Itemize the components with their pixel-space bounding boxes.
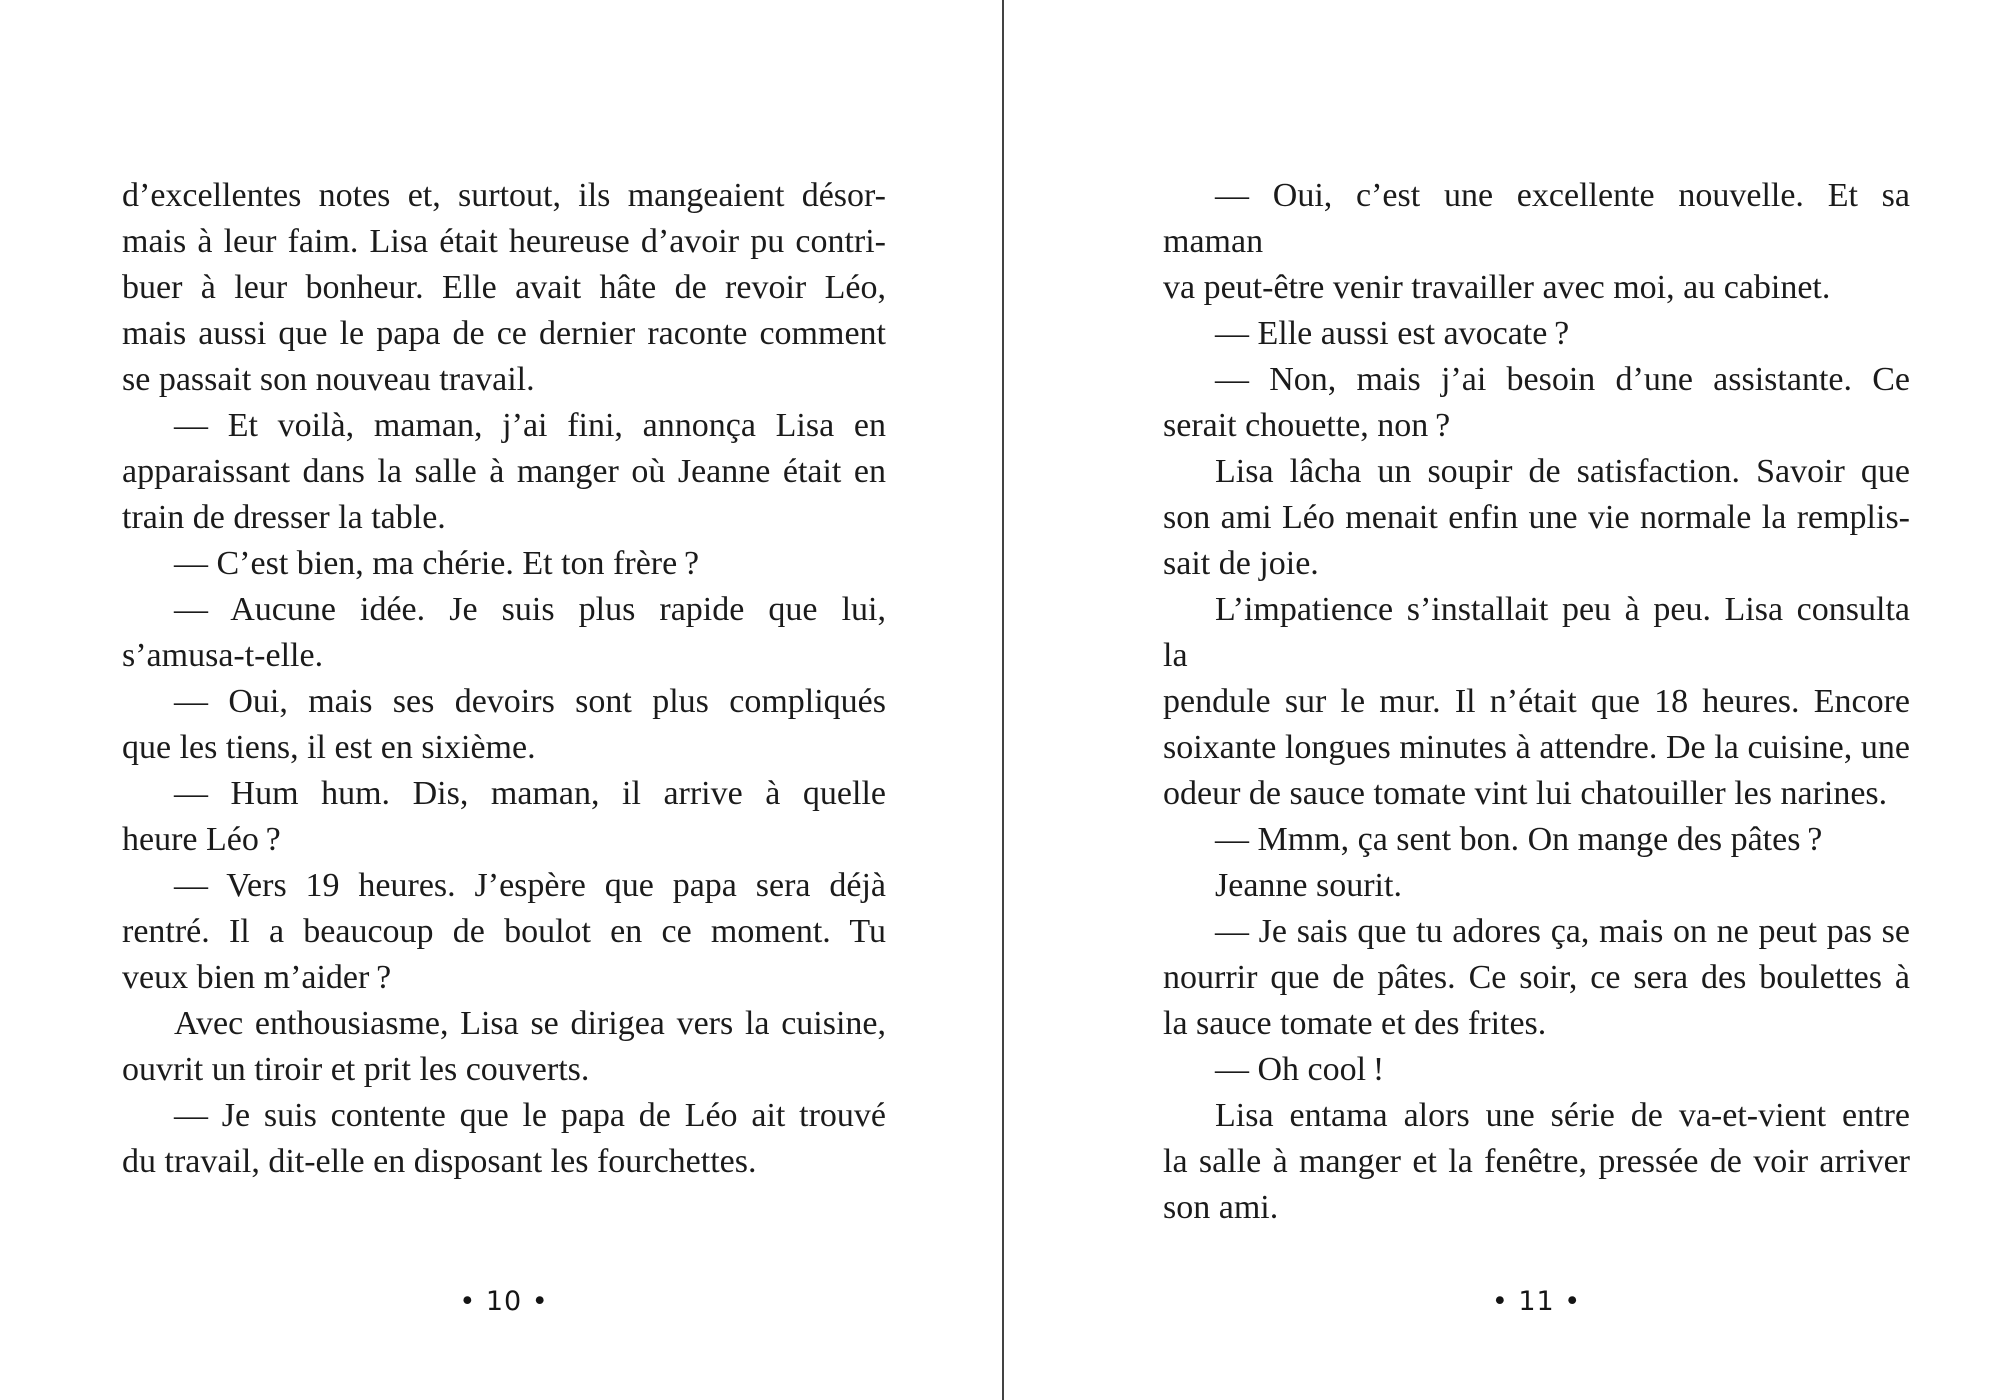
text-line: son ami Léo menait enfin une vie normale la remplis- (1163, 499, 1910, 536)
text-line: Avec enthousiasme, Lisa se dirigea vers la cuisine, (174, 1005, 886, 1042)
text-line: Jeanne sourit. (1215, 867, 1402, 904)
left-page-number: • 10 • (459, 1286, 549, 1317)
text-line: — Et voilà, maman, j’ai fini, annonça Lisa en (174, 407, 886, 444)
text-line: rentré. Il a beaucoup de boulot en ce moment. Tu (122, 913, 886, 950)
text-line: — Non, mais j’ai besoin d’une assistante. Ce (1215, 361, 1910, 398)
text-line: se passait son nouveau travail. (122, 361, 535, 398)
text-line: va peut-être venir travailler avec moi, au cabinet. (1163, 269, 1831, 306)
text-line: soixante longues minutes à attendre. De la cuisine, une (1163, 729, 1910, 766)
text-line: — Je suis contente que le papa de Léo ait trouvé (174, 1097, 886, 1134)
text-line: serait chouette, non ? (1163, 407, 1451, 444)
text-line: que les tiens, il est en sixième. (122, 729, 536, 766)
text-line: — Hum hum. Dis, maman, il arrive à quelle (174, 775, 886, 812)
right-page-text (1163, 173, 1910, 1231)
text-line: d’excellentes notes et, surtout, ils mangeaient désor- (122, 177, 886, 214)
text-line: — C’est bien, ma chérie. Et ton frère ? (174, 545, 700, 582)
text-line: Lisa entama alors une série de va-et-vient entre (1215, 1097, 1910, 1134)
text-line: odeur de sauce tomate vint lui chatouiller les narines. (1163, 775, 1888, 812)
text-line: — Je sais que tu adores ça, mais on ne peut pas se (1215, 913, 1910, 950)
text-line: mais à leur faim. Lisa était heureuse d’avoir pu contri- (122, 223, 886, 260)
left-page-text (122, 173, 886, 1185)
text-line: — Mmm, ça sent bon. On mange des pâtes ? (1215, 821, 1823, 858)
text-line: — Aucune idée. Je suis plus rapide que lui, (174, 591, 886, 628)
text-line: apparaissant dans la salle à manger où Jeanne était en (122, 453, 886, 490)
text-line: sait de joie. (1163, 545, 1319, 582)
text-line: la sauce tomate et des frites. (1163, 1005, 1547, 1042)
text-line: — Vers 19 heures. J’espère que papa sera déjà (174, 867, 886, 904)
text-line: — Oui, mais ses devoirs sont plus compliqués (174, 683, 886, 720)
text-line: veux bien m’aider ? (122, 959, 392, 996)
text-line: la salle à manger et la fenêtre, pressée de voir arriver (1163, 1143, 1910, 1180)
text-line: s’amusa-t-elle. (122, 637, 324, 674)
page-divider-rule (1002, 0, 1004, 1400)
text-line: train de dresser la table. (122, 499, 446, 536)
text-line: buer à leur bonheur. Elle avait hâte de revoir Léo, (122, 269, 886, 306)
text-line: — Oui, c’est une excellente nouvelle. Et sa maman (1163, 177, 1910, 260)
text-line: — Elle aussi est avocate ? (1215, 315, 1570, 352)
text-line: pendule sur le mur. Il n’était que 18 heures. Encore (1163, 683, 1910, 720)
text-line: ouvrit un tiroir et prit les couverts. (122, 1051, 590, 1088)
text-line: mais aussi que le papa de ce dernier raconte comment (122, 315, 886, 352)
text-line: son ami. (1163, 1189, 1279, 1226)
text-line: Lisa lâcha un soupir de satisfaction. Savoir que (1215, 453, 1910, 490)
text-line: nourrir que de pâtes. Ce soir, ce sera des boulettes à (1163, 959, 1910, 996)
right-page-number: • 11 • (1491, 1286, 1582, 1317)
text-line: — Oh cool ! (1215, 1051, 1385, 1088)
text-line: du travail, dit-elle en disposant les fourchettes. (122, 1143, 757, 1180)
text-line: heure Léo ? (122, 821, 281, 858)
text-line: L’impatience s’installait peu à peu. Lisa consulta la (1163, 591, 1910, 674)
